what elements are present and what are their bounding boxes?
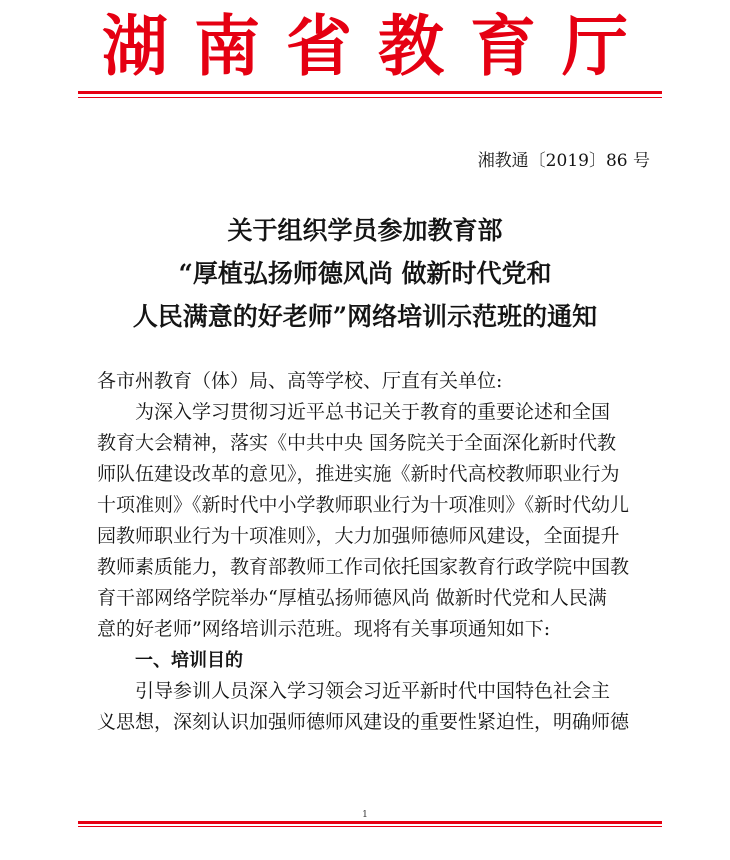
addressee-line: 各市州教育（体）局、高等学校、厅直有关单位:: [97, 370, 503, 392]
paragraph-1-line-7: 育干部网络学院举办“厚植弘扬师德风尚 做新时代党和人民满: [97, 587, 607, 609]
paragraph-2-line-1: 引导参训人员深入学习领会习近平新时代中国特色社会主: [135, 680, 611, 702]
paragraph-1-line-1: 为深入学习贯彻习近平总书记关于教育的重要论述和全国: [135, 401, 611, 423]
paragraph-1-line-4: 十项准则》《新时代中小学教师职业行为十项准则》《新时代幼儿: [97, 494, 630, 516]
red-footer-rule-thin: [78, 826, 662, 827]
issuer-masthead: 湖南省教育厅: [102, 7, 654, 85]
paragraph-1-line-6: 教师素质能力，教育部教师工作司依托国家教育行政学院中国教: [97, 556, 630, 578]
title-line-3: 人民满意的好老师”网络培训示范班的通知: [132, 302, 598, 331]
paragraph-1-line-3: 师队伍建设改革的意见》，推进实施《新时代高校教师职业行为: [97, 463, 620, 485]
paragraph-1-line-5: 园教师职业行为十项准则》，大力加强师德师风建设，全面提升: [97, 525, 620, 547]
paragraph-2-line-2: 义思想，深刻认识加强师德师风建设的重要性紧迫性，明确师德: [97, 711, 630, 733]
paragraph-1-line-2: 教育大会精神，落实《中共中央 国务院关于全面深化新时代教: [97, 432, 617, 454]
page-number: 1: [362, 810, 368, 820]
section-1-heading: 一、培训目的: [135, 650, 243, 671]
document-number: 湘教通〔2019〕86 号: [477, 151, 650, 171]
title-line-2: “厚植弘扬师德风尚 做新时代党和: [178, 259, 552, 288]
red-footer-rule-thick: [78, 821, 662, 824]
title-line-1: 关于组织学员参加教育部: [227, 216, 503, 245]
red-header-rule-thin: [78, 97, 662, 98]
document-body: [97, 366, 657, 738]
paragraph-1-line-8: 意的好老师”网络培训示范班。现将有关事项通知如下:: [97, 618, 551, 640]
red-header-rule-thick: [78, 91, 662, 94]
